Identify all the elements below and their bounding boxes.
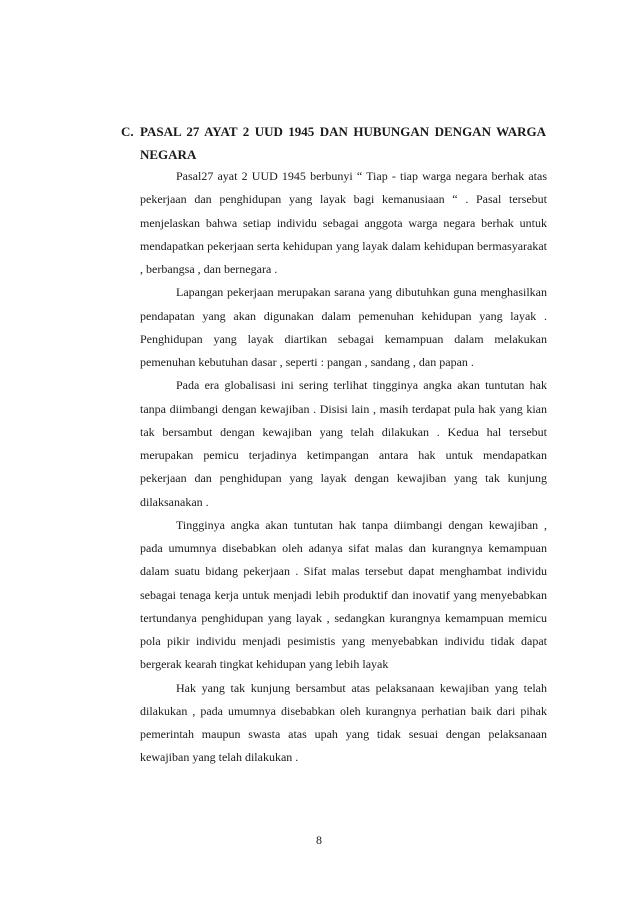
section-title: PASAL 27 AYAT 2 UUD 1945 DAN HUBUNGAN DENGAN WARGA NEGARA xyxy=(140,124,546,162)
body-text xyxy=(140,165,547,770)
page-number: 8 xyxy=(316,833,322,847)
paragraph-5: Hak yang tak kunjung bersambut atas pelaksanaan kewajiban yang telah dilakukan , pada umumnya disebabkan oleh kurangnya perhatian baik dari pihak pemerintah maupun swasta atas upah yang tidak sesuai dengan pelaksanaan kewajiban yang telah dilakukan . xyxy=(140,680,547,765)
paragraph-1: Pasal27 ayat 2 UUD 1945 berbunyi “ Tiap - tiap warga negara berhak atas pekerjaan dan penghidupan yang layak bagi kemanusiaan “ . Pasal tersebut menjelaskan bahwa setiap individu sebagai anggota warga negara berhak untuk mendapatkan pekerjaan serta kehidupan yang layak dalam kehidupan bermasyarakat , berbangsa , dan bernegara . xyxy=(140,169,547,276)
section-marker: C. xyxy=(121,124,134,139)
paragraph-4: Tingginya angka akan tuntutan hak tanpa diimbangi dengan kewajiban , pada umumnya disebabkan oleh adanya sifat malas dan kurangnya kemampuan dalam suatu bidang pekerjaan . Sifat malas tersebut dapat menghambat individu sebagai tenaga kerja untuk menjadi lebih produktif dan inovatif yang menyebabkan tertundanya penghidupan yang layak , sedangkan kurangnya kemampuan memicu pola pikir individu menjadi pesimistis yang menyebabkan individu tidak dapat bergerak kearah tingkat kehidupan yang lebih layak xyxy=(140,517,547,672)
paragraph-2: Lapangan pekerjaan merupakan sarana yang dibutuhkan guna menghasilkan pendapatan yang akan digunakan dalam pemenuhan kehidupan yang layak . Penghidupan yang layak diartikan sebagai kemampuan dalam melakukan pemenuhan kebutuhan dasar , seperti : pangan , sandang , dan papan . xyxy=(140,285,547,369)
paragraph-3: Pada era globalisasi ini sering terlihat tingginya angka akan tuntutan hak tanpa diimbangi dengan kewajiban . Disisi lain , masih terdapat pula hak yang kian tak bersambut dengan kewajiban yang telah dilakukan . Kedua hal tersebut merupakan pemicu terjadinya ketimpangan antara hak untuk mendapatkan pekerjaan dan penghidupan yang layak dengan kewajiban yang tak kunjung dilaksanakan . xyxy=(140,378,547,509)
